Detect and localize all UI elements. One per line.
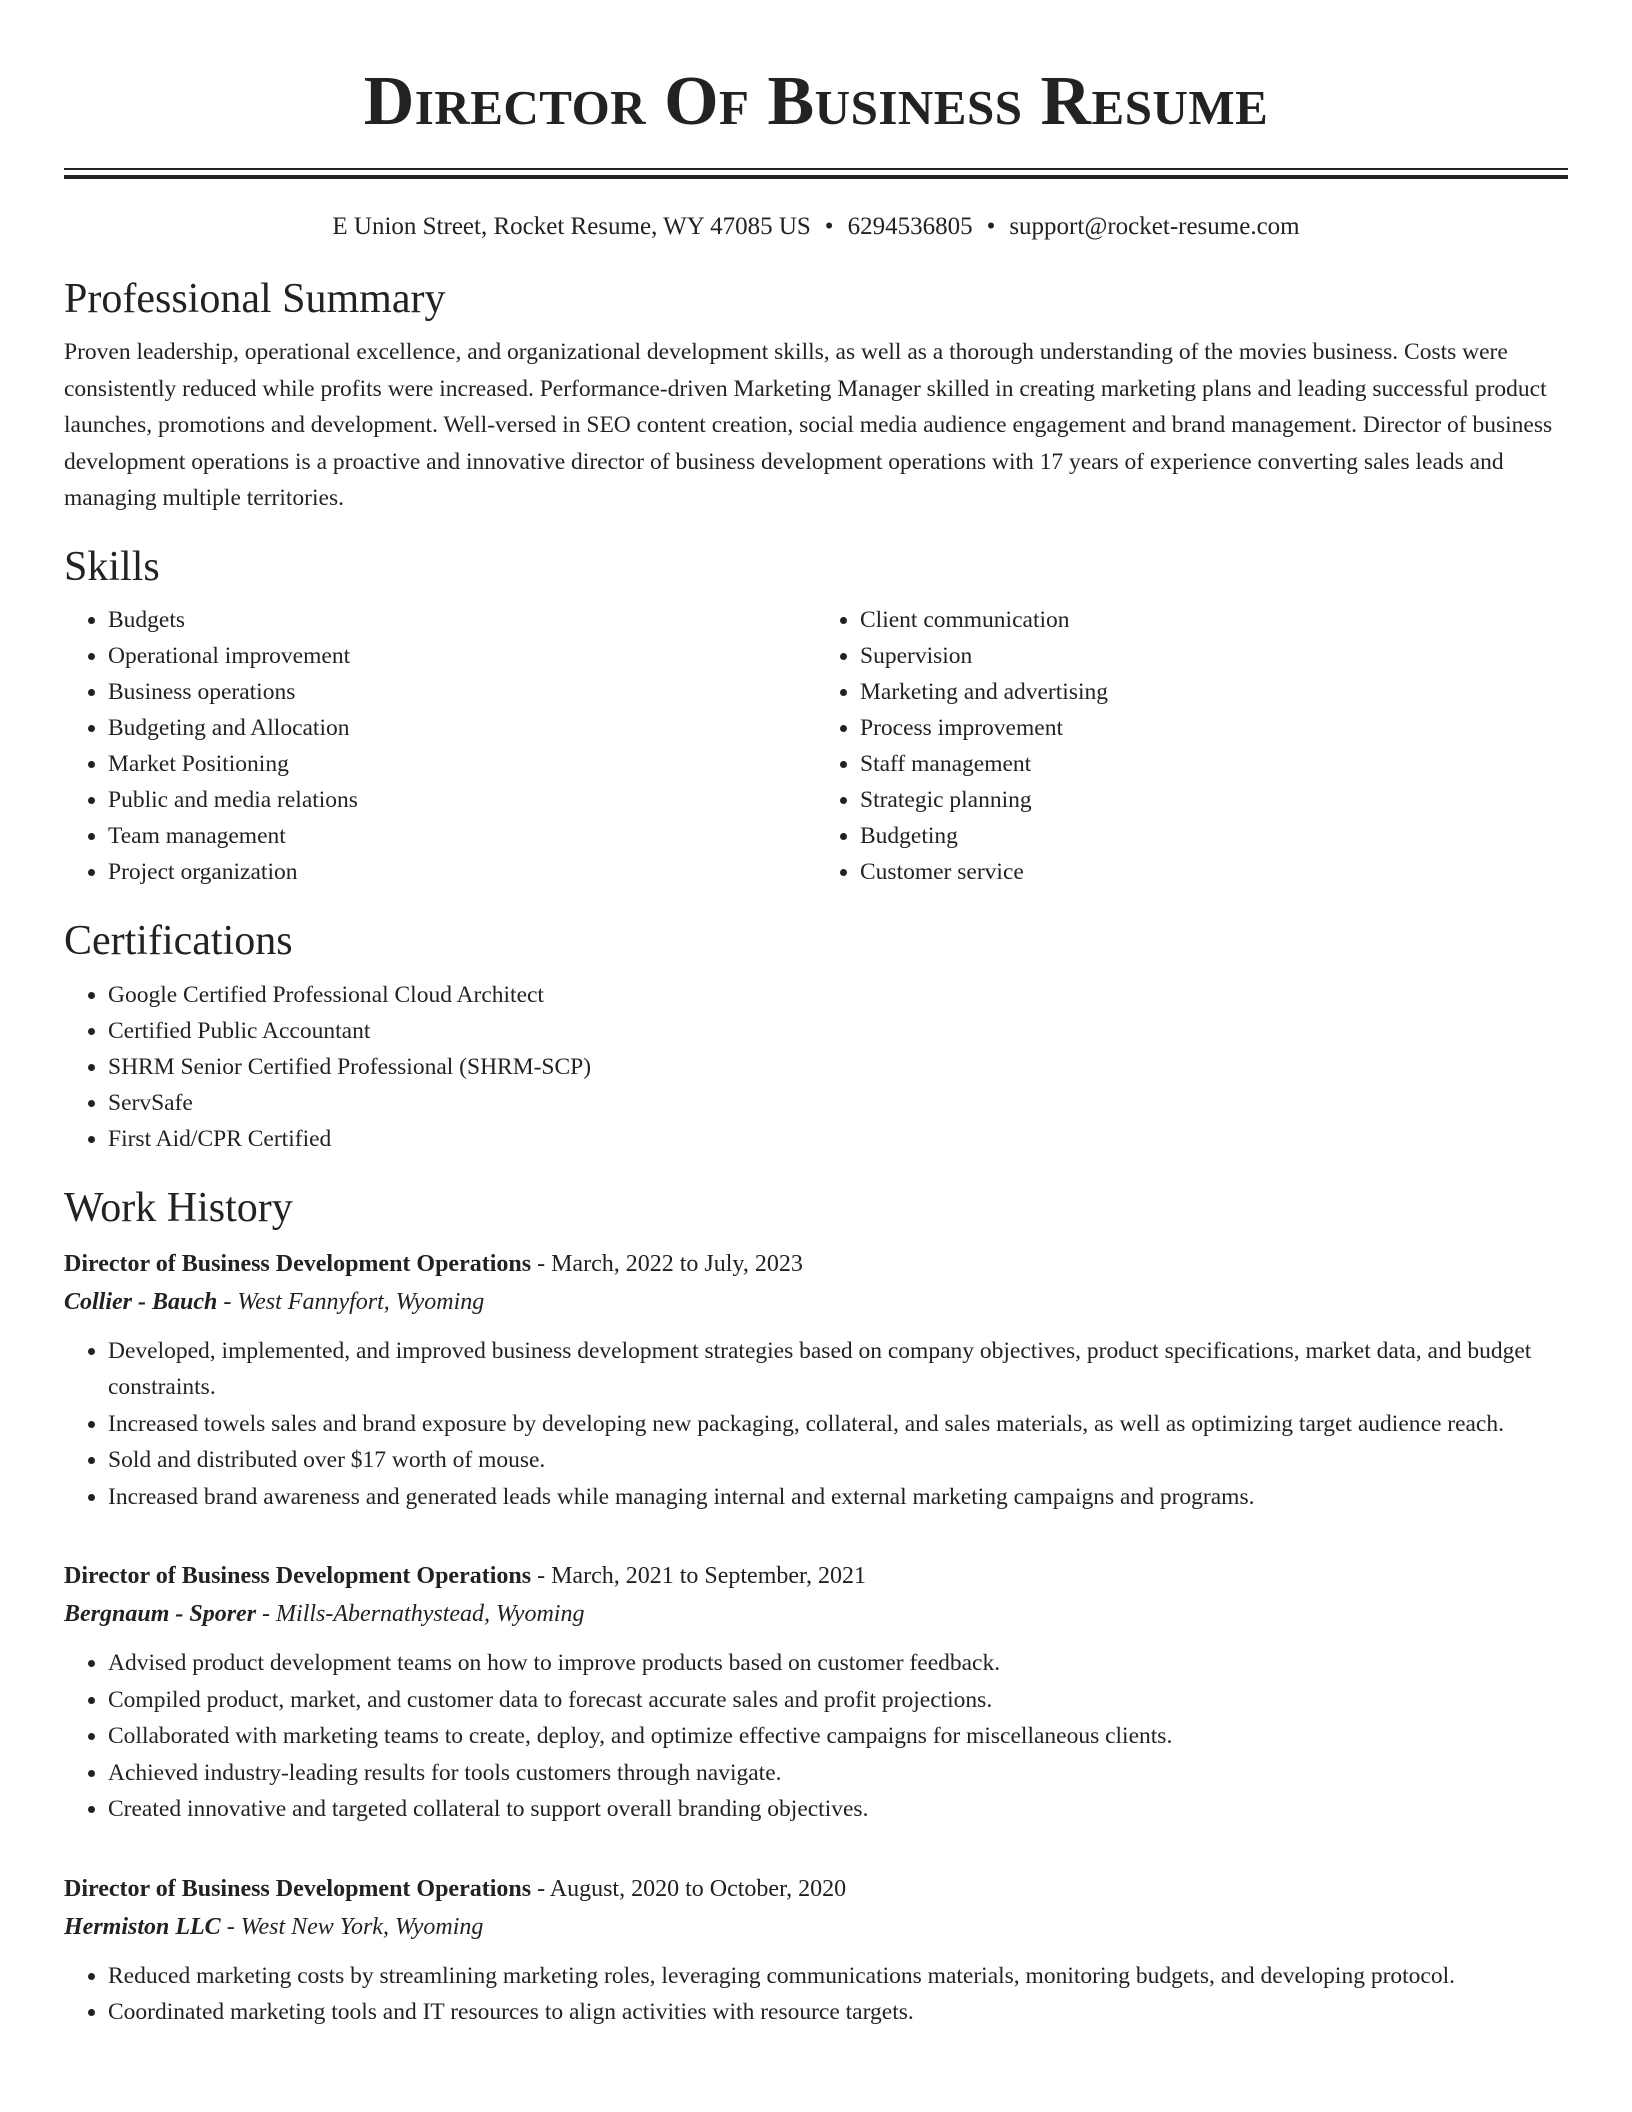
title-divider (64, 168, 1568, 179)
certifications-heading: Certifications (64, 917, 293, 964)
job-dates: March, 2022 to July, 2023 (551, 1250, 803, 1277)
skill-item: • Process improvement (860, 710, 1568, 746)
company-line: Bergnaum - Sporer - Mills-Abernathystead, Wyoming (64, 1601, 585, 1627)
skill-item: • Strategic planning (860, 782, 1568, 818)
job-bullet: • Increased towels sales and brand exposure by developing new packaging, collateral, and sales materials, as well as optimizing target audience reach. (108, 1406, 1568, 1443)
skill-item: • Budgeting and Allocation (108, 710, 816, 746)
skill-item: • Supervision (860, 638, 1568, 674)
company-location: West Fannyfort, Wyoming (237, 1288, 485, 1315)
job-bullet: • Coordinated marketing tools and IT resources to align activities with resource targets. (108, 1994, 1568, 2031)
job-bullet: • Reduced marketing costs by streamlining marketing roles, leveraging communications materials, monitoring budgets, and developing protocol. (108, 1958, 1568, 1995)
certification-item: • Certified Public Accountant (108, 1013, 1568, 1049)
certification-item: • SHRM Senior Certified Professional (SHRM-SCP) (108, 1049, 1568, 1085)
contact-phone: 6294536805 (847, 213, 973, 240)
job-bullet: • Increased brand awareness and generated leads while managing internal and external marketing campaigns and programs. (108, 1479, 1568, 1516)
company-location: West New York, Wyoming (240, 1913, 484, 1940)
certification-item: • ServSafe (108, 1085, 1568, 1121)
skill-item: • Budgets (108, 602, 816, 638)
job-title-line: Director of Business Development Operations - March, 2021 to September, 2021 (64, 1563, 867, 1589)
skill-item: • Team management (108, 818, 816, 854)
job-bullets (64, 1333, 1568, 1516)
summary-heading: Professional Summary (64, 276, 446, 322)
job-bullet: • Created innovative and targeted collateral to support overall branding objectives. (108, 1791, 1568, 1828)
work-history-heading: Work History (64, 1184, 293, 1231)
skill-item: • Customer service (860, 854, 1568, 890)
contact-separator: • (824, 213, 834, 240)
job-title: Director of Business Development Operations (64, 1563, 532, 1589)
skills-right-list (816, 602, 1568, 890)
contact-line (64, 212, 1568, 242)
job-dates: August, 2020 to October, 2020 (549, 1875, 847, 1902)
job-entry (64, 1245, 1568, 1516)
skill-item: • Project organization (108, 854, 816, 890)
skill-item: • Public and media relations (108, 782, 816, 818)
job-bullets (64, 1645, 1568, 1828)
certification-item: • Google Certified Professional Cloud Architect (108, 977, 1568, 1013)
contact-separator: • (986, 213, 996, 240)
job-bullet: • Collaborated with marketing teams to create, deploy, and optimize effective campaigns for miscellaneous clients. (108, 1718, 1568, 1755)
skills-columns (64, 602, 1568, 890)
skill-item: • Staff management (860, 746, 1568, 782)
job-entry (64, 1557, 1568, 1828)
skill-item: • Client communication (860, 602, 1568, 638)
job-title: Director of Business Development Operations (64, 1250, 532, 1277)
contact-address: E Union Street, Rocket Resume, WY 47085 US (332, 213, 811, 240)
resume-title: Director Of Business Resume (363, 63, 1269, 140)
company-name: Hermiston LLC (64, 1913, 221, 1940)
skill-item: • Operational improvement (108, 638, 816, 674)
company-line: Collier - Bauch - West Fannyfort, Wyoming (64, 1288, 485, 1315)
company-name: Collier - Bauch (64, 1288, 218, 1315)
summary-text: Proven leadership, operational excellence, and organizational development skills, as well as a thorough understanding of the movies business. Costs were consistently reduced while profits were increased. Performance-driven Marketing Manager skilled in creating marketing plans and leading successful product launches, promotions and development. Well-versed in SEO content creation, social media audience engagement and brand management. Director of business development operations is a proactive and innovative director of business development operations with 17 years of experience converting sales leads and managing multiple territories. (64, 339, 1553, 511)
skill-item: • Marketing and advertising (860, 674, 1568, 710)
skill-item: • Market Positioning (108, 746, 816, 782)
certification-item: • First Aid/CPR Certified (108, 1121, 1568, 1157)
skills-left-list (64, 602, 816, 890)
company-location: Mills-Abernathystead, Wyoming (276, 1601, 585, 1627)
job-title-line: Director of Business Development Operations - August, 2020 to October, 2020 (64, 1875, 847, 1902)
work-history-list (64, 1245, 1568, 2031)
job-bullet: • Advised product development teams on how to improve products based on customer feedback. (108, 1645, 1568, 1682)
job-entry (64, 1870, 1568, 2031)
job-bullets (64, 1958, 1568, 2031)
skill-item: • Business operations (108, 674, 816, 710)
job-bullet: • Achieved industry-leading results for tools customers through navigate. (108, 1755, 1568, 1792)
company-name: Bergnaum - Sporer (64, 1601, 257, 1627)
skill-item: • Budgeting (860, 818, 1568, 854)
job-bullet: • Sold and distributed over $17 worth of mouse. (108, 1442, 1568, 1479)
job-bullet: • Developed, implemented, and improved business development strategies based on company objectives, product specifications, market data, and budget constraints. (108, 1333, 1568, 1406)
company-line: Hermiston LLC - West New York, Wyoming (64, 1913, 484, 1940)
job-title-line: Director of Business Development Operations - March, 2022 to July, 2023 (64, 1250, 803, 1277)
job-title: Director of Business Development Operations (64, 1875, 532, 1902)
contact-email: support@rocket-resume.com (1009, 213, 1300, 240)
certifications-list (64, 977, 1568, 1157)
skills-heading: Skills (64, 543, 160, 590)
job-dates: March, 2021 to September, 2021 (551, 1563, 867, 1589)
job-bullet: • Compiled product, market, and customer data to forecast accurate sales and profit projections. (108, 1682, 1568, 1719)
